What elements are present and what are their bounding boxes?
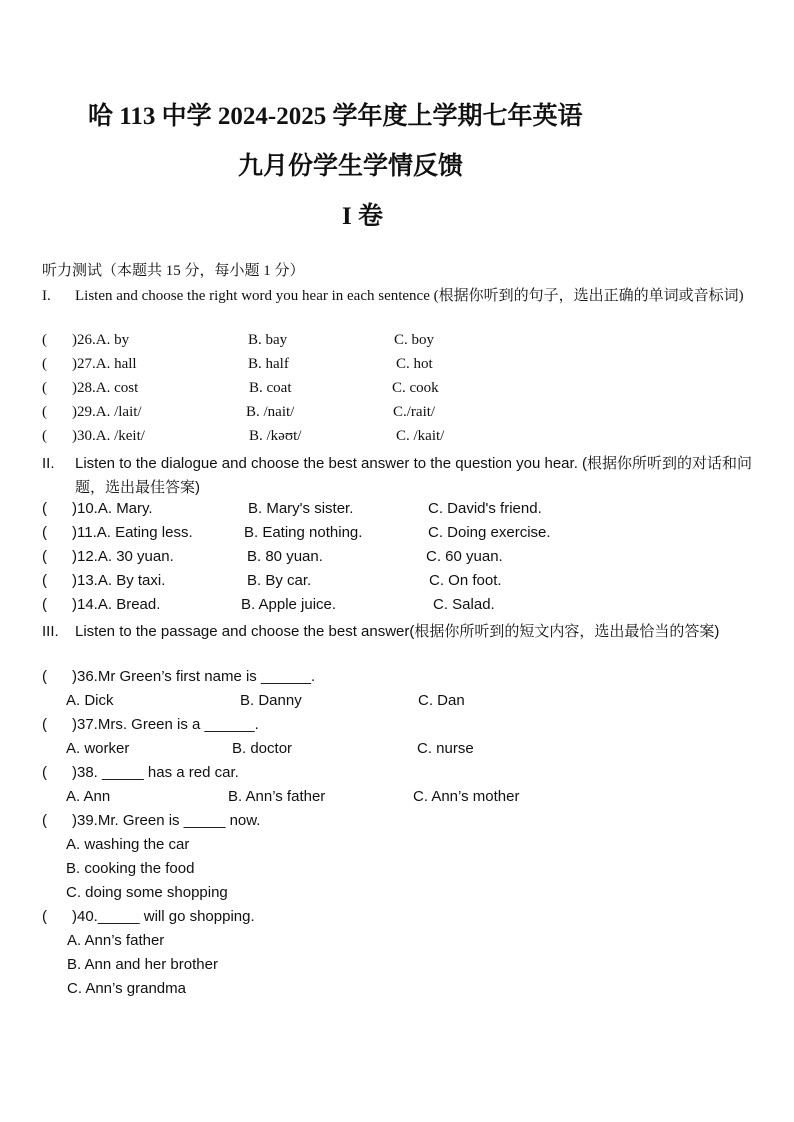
question-stem: [72, 668, 315, 685]
answer-blank[interactable]: (: [42, 356, 47, 372]
option-b: B. Mary's sister.: [248, 500, 354, 517]
question-text: 39.Mr. Green is _____ now.: [77, 812, 261, 829]
option-c: C. Ann’s grandma: [67, 980, 186, 997]
option-b: B. Danny: [240, 692, 302, 709]
paren-close: ): [72, 716, 77, 733]
option-c: C. nurse: [417, 740, 474, 757]
option-a: 29.A. /lait/: [77, 404, 142, 420]
option-c: C./rait/: [393, 404, 436, 420]
option-b: B. cooking the food: [66, 860, 195, 877]
option-c: C. Ann’s mother: [413, 788, 520, 805]
question-text: 38. _____ has a red car.: [77, 764, 239, 781]
paren-close: ): [72, 668, 77, 685]
paren-close: ): [72, 356, 77, 372]
option-a: 13.A. By taxi.: [77, 572, 166, 589]
question-stem: [72, 596, 160, 613]
answer-blank[interactable]: (: [42, 572, 47, 589]
option-b: B. coat: [249, 380, 292, 396]
option-c: C. David's friend.: [428, 500, 542, 517]
answer-blank[interactable]: (: [42, 428, 47, 444]
answer-blank[interactable]: (: [42, 548, 47, 565]
question-stem: [72, 404, 142, 421]
paren-close: ): [72, 812, 77, 829]
option-a: 27.A. hall: [77, 356, 137, 372]
listening-intro: 听力测试（本题共 15 分，每小题 1 分）: [42, 263, 305, 279]
answer-blank[interactable]: (: [42, 404, 47, 420]
section-instruction-text: Listen to the passage and choose the best answer(根据你所听到的短文内容，选出最恰当的答案): [75, 623, 720, 640]
paren-close: ): [72, 500, 77, 517]
option-a: A. Ann’s father: [67, 932, 165, 949]
exam-title: 哈 113 中学 2024-2025 学年度上学期七年英语: [88, 103, 583, 130]
paren-close: ): [72, 572, 77, 589]
question-stem: [72, 332, 129, 349]
section-2-instruction: [42, 452, 754, 500]
option-b: B. half: [248, 356, 289, 372]
option-b: B. By car.: [247, 572, 312, 589]
option-a: 30.A. /keit/: [77, 428, 145, 444]
option-c: C. doing some shopping: [66, 884, 228, 901]
option-c: C. 60 yuan.: [426, 548, 503, 565]
option-a: 14.A. Bread.: [77, 596, 161, 613]
exam-subtitle: 九月份学生学情反馈: [238, 153, 464, 180]
paper-label: I 卷: [342, 203, 383, 230]
option-b: B. Ann and her brother: [67, 956, 218, 973]
paren-close: ): [72, 380, 77, 396]
option-b: B. Ann’s father: [228, 788, 326, 805]
question-stem: [72, 428, 145, 445]
option-c: C. Doing exercise.: [428, 524, 551, 541]
option-a: 26.A. by: [77, 332, 130, 348]
option-b: B. 80 yuan.: [247, 548, 323, 565]
question-stem: [72, 380, 138, 397]
paren-close: ): [72, 764, 77, 781]
option-b: B. Apple juice.: [241, 596, 337, 613]
option-a: A. Dick: [66, 692, 114, 709]
option-a: 28.A. cost: [77, 380, 139, 396]
paren-close: ): [72, 404, 77, 420]
option-a: 10.A. Mary.: [77, 500, 153, 517]
option-b: B. doctor: [232, 740, 293, 757]
question-text: 36.Mr Green’s first name is ______.: [77, 668, 316, 685]
paren-close: ): [72, 596, 77, 613]
answer-blank[interactable]: (: [42, 596, 47, 613]
section-1-instruction: [42, 284, 754, 308]
question-stem: [72, 908, 255, 925]
question-stem: [72, 572, 165, 589]
option-c: C. /kait/: [396, 428, 445, 444]
answer-blank[interactable]: (: [42, 332, 47, 348]
answer-blank[interactable]: (: [42, 500, 47, 517]
answer-blank[interactable]: (: [42, 764, 47, 781]
option-c: C. cook: [392, 380, 439, 396]
question-stem: [72, 764, 239, 781]
section-number: II.: [42, 455, 55, 472]
option-c: C. hot: [396, 356, 433, 372]
option-a: A. washing the car: [66, 836, 190, 853]
answer-blank[interactable]: (: [42, 668, 47, 685]
question-stem: [72, 716, 259, 733]
option-a: 11.A. Eating less.: [77, 524, 193, 541]
paren-close: ): [72, 908, 77, 925]
option-b: B. /kəʊt/: [249, 428, 302, 444]
question-text: 40._____ will go shopping.: [77, 908, 255, 925]
section-number: III.: [42, 623, 59, 640]
answer-blank[interactable]: (: [42, 716, 47, 733]
question-text: 37.Mrs. Green is a ______.: [77, 716, 259, 733]
option-c: C. boy: [394, 332, 435, 348]
answer-blank[interactable]: (: [42, 908, 47, 925]
question-stem: [72, 524, 193, 541]
option-b: B. /nait/: [246, 404, 295, 420]
option-b: B. bay: [248, 332, 288, 348]
answer-blank[interactable]: (: [42, 380, 47, 396]
question-stem: [72, 500, 153, 517]
option-c: C. On foot.: [429, 572, 502, 589]
option-a: A. worker: [66, 740, 130, 757]
paren-close: ): [72, 428, 77, 444]
answer-blank[interactable]: (: [42, 524, 47, 541]
paren-close: ): [72, 332, 77, 348]
option-c: C. Salad.: [433, 596, 495, 613]
question-stem: [72, 812, 260, 829]
paren-close: ): [72, 524, 77, 541]
paren-close: ): [72, 548, 77, 565]
section-number: I.: [42, 288, 51, 304]
option-c: C. Dan: [418, 692, 465, 709]
question-stem: [72, 356, 137, 373]
option-b: B. Eating nothing.: [244, 524, 363, 541]
question-stem: [72, 548, 174, 565]
section-instruction-text: Listen and choose the right word you hear in each sentence (根据你听到的句子，选出正确的单词或音标词): [75, 288, 744, 304]
option-a: 12.A. 30 yuan.: [77, 548, 174, 565]
section-instruction-text: Listen to the dialogue and choose the best answer to the question you hear. (根据你所听到的对话和问题，选出最佳答案): [75, 455, 753, 496]
option-a: A. Ann: [66, 788, 111, 805]
section-3-instruction: [42, 620, 754, 644]
answer-blank[interactable]: (: [42, 812, 47, 829]
